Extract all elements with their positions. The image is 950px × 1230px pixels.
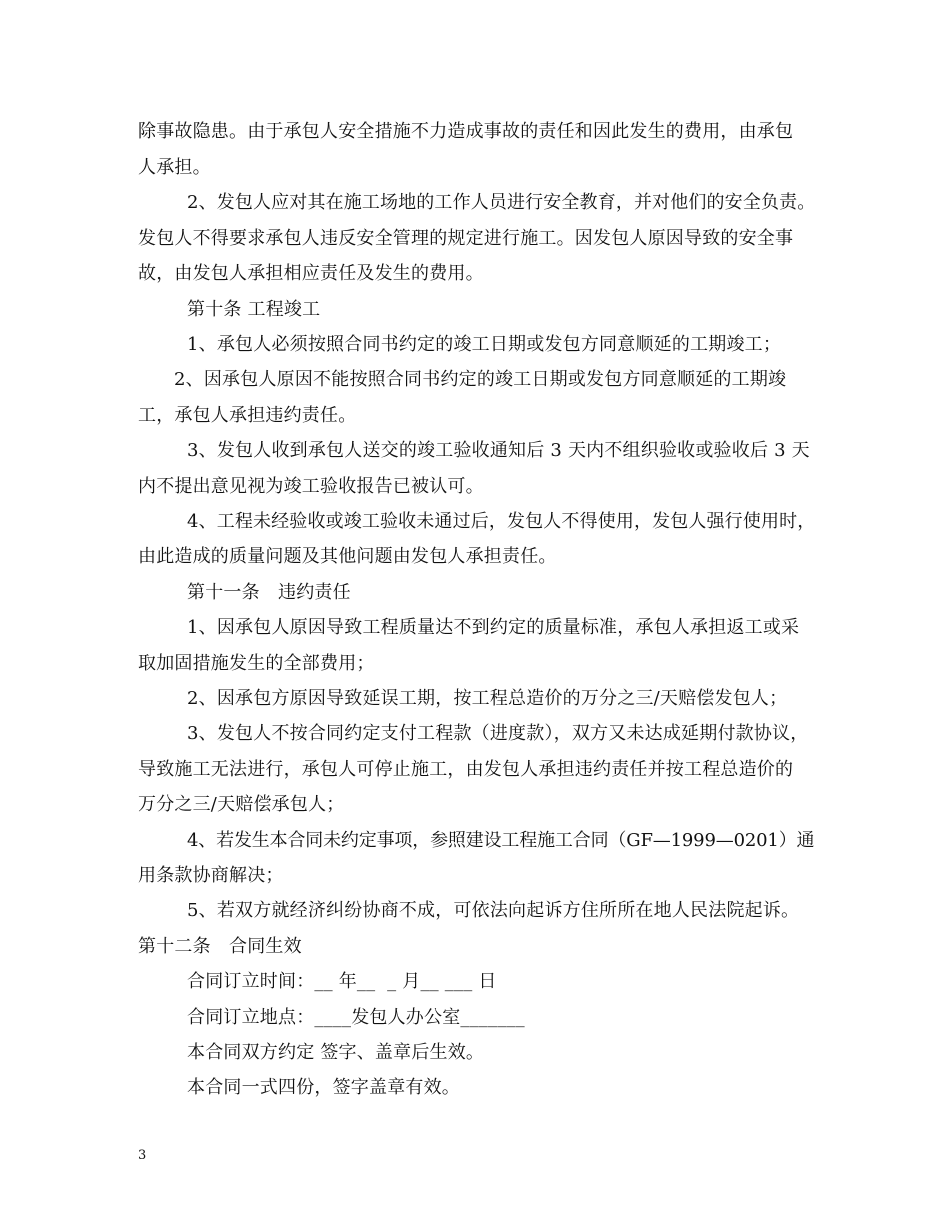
signing-place-line: 合同订立地点：____发包人办公室_______ — [187, 1007, 525, 1028]
text-line: 1、承包人必须按照合同书约定的竣工日期或发包方同意顺延的工期竣工； — [187, 334, 782, 355]
text-line: 2、因承包人原因不能按照合同书约定的竣工日期或发包方同意顺延的工期竣 — [174, 369, 787, 390]
text-line: 人承担。 — [138, 157, 211, 178]
text-line: 2、因承包方原因导致延误工期，按工程总造价的万分之三/天赔偿发包人； — [187, 688, 788, 709]
section-heading: 第十二条 合同生效 — [138, 936, 302, 957]
page-number: 3 — [138, 1148, 147, 1163]
text-line: 本合同一式四份，签字盖章有效。 — [187, 1077, 460, 1098]
text-line: 取加固措施发生的全部费用； — [138, 653, 375, 674]
section-heading: 第十条 工程竣工 — [187, 299, 321, 320]
text-line: 内不提出意见视为竣工验收报告已被认可。 — [138, 476, 484, 497]
text-line: 3、发包人收到承包人送交的竣工验收通知后 3 天内不组织验收或验收后 3 天 — [187, 440, 810, 461]
section-heading: 第十一条 违约责任 — [187, 582, 351, 603]
text-line: 万分之三/天赔偿承包人； — [138, 794, 345, 815]
text-line: 4、若发生本合同未约定事项，参照建设工程施工合同（GF—1999—0201）通 — [187, 830, 815, 851]
text-line: 发包人不得要求承包人违反安全管理的规定进行施工。因发包人原因导致的安全事 — [138, 228, 794, 249]
text-line: 导致施工无法进行，承包人可停止施工，由发包人承担违约责任并按工程总造价的 — [138, 759, 794, 780]
signing-date-line: 合同订立时间：__ 年__ _ 月__ ___ 日 — [187, 971, 497, 992]
text-line: 5、若双方就经济纠纷协商不成，可依法向起诉方住所所在地人民法院起诉。 — [187, 900, 800, 921]
text-line: 故，由发包人承担相应责任及发生的费用。 — [138, 263, 484, 284]
text-line: 本合同双方约定 签字、盖章后生效。 — [187, 1042, 485, 1063]
text-line: 3、发包人不按合同约定支付工程款（进度款），双方又未达成延期付款协议， — [187, 723, 809, 744]
text-line: 4、工程未经验收或竣工验收未通过后，发包人不得使用，发包人强行使用时， — [187, 511, 816, 532]
text-line: 工，承包人承担违约责任。 — [138, 405, 357, 426]
text-line: 除事故隐患。由于承包人安全措施不力造成事故的责任和因此发生的费用，由承包 — [138, 121, 794, 142]
text-line: 1、因承包人原因导致工程质量达不到约定的质量标准，承包人承担返工或采 — [187, 617, 800, 638]
text-line: 由此造成的质量问题及其他问题由发包人承担责任。 — [138, 546, 557, 567]
text-line: 2、发包人应对其在施工场地的工作人员进行安全教育，并对他们的安全负责。 — [187, 192, 816, 213]
text-line: 用条款协商解决； — [138, 865, 284, 886]
